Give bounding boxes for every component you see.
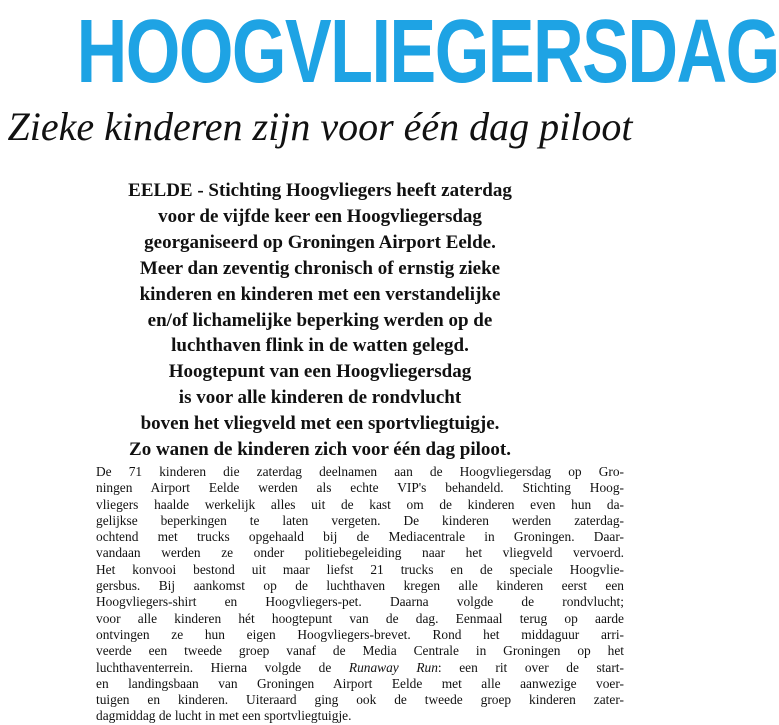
intro-line: kinderen en kinderen met een verstandelijke bbox=[139, 283, 501, 305]
intro-line: boven het vliegveld met een sportvliegtuigje. bbox=[140, 413, 500, 435]
body-line: ningen Airport Eelde werden als echte VIP's behandeld. Stichting Hoog- bbox=[96, 480, 624, 496]
body-line: vandaan werden ze onder politiebegeleiding naar het vliegveld vervoerd. bbox=[96, 545, 624, 561]
italic-phrase: Runaway Run bbox=[348, 659, 438, 675]
body-line: Het konvooi bestond uit maar liefst 21 trucks en de speciale Hoogvlie- bbox=[96, 561, 624, 577]
headline: HOOGVLIEGERSDAG bbox=[76, 2, 779, 102]
intro-line: voor de vijfde keer een Hoogvliegersdag bbox=[158, 205, 482, 227]
body-line: Hoogvliegers-shirt en Hoogvliegers-pet. Daarna volgde de rondvlucht; bbox=[96, 594, 624, 610]
body-line: gelijkse beperkingen te laten vergeten. De kinderen werden zaterdag- bbox=[96, 512, 624, 528]
body-text bbox=[96, 464, 624, 725]
body-line: vliegers haalde werkelijk alles uit de kast om de kinderen even hun da- bbox=[96, 496, 624, 512]
body-line: ochtend met trucks opgehaald bij de Mediacentrale in Groningen. Daar- bbox=[96, 529, 624, 545]
body-line: voor alle kinderen hét hoogtepunt van de dag. Eenmaal terug op aarde bbox=[96, 610, 624, 626]
intro-line: georganiseerd op Groningen Airport Eelde. bbox=[144, 231, 496, 253]
body-line: veerde een tweede groep vanaf de Media Centrale in Groningen op het bbox=[96, 643, 624, 659]
dateline: EELDE - bbox=[128, 180, 204, 201]
body-line: ontvingen ze hun eigen Hoogvliegers-brevet. Rond het middaguur arri- bbox=[96, 626, 624, 642]
body-line: De 71 kinderen die zaterdag deelnamen aan de Hoogvliegersdag op Gro- bbox=[96, 464, 624, 479]
intro-line: EELDE - Stichting Hoogvliegers heeft zaterdag bbox=[128, 180, 512, 201]
intro-paragraph bbox=[60, 178, 580, 463]
subtitle: Zieke kinderen zijn voor één dag piloot bbox=[7, 104, 633, 149]
body-line: en landingsbaan van Groningen Airport Eelde met alle aanwezige voer- bbox=[96, 675, 624, 691]
intro-line: Meer dan zeventig chronisch of ernstig zieke bbox=[139, 257, 501, 279]
intro-line: Hoogtepunt van een Hoogvliegersdag bbox=[168, 361, 472, 383]
intro-line: luchthaven flink in de watten gelegd. bbox=[171, 335, 469, 357]
body-line: tuigen en kinderen. Uiteraard ging ook de tweede groep kinderen zater- bbox=[96, 692, 624, 708]
body-line: dagmiddag de lucht in met een sportvliegtuigje. bbox=[96, 708, 352, 724]
intro-line: en/of lichamelijke beperking werden op de bbox=[147, 309, 493, 331]
intro-line: Zo wanen de kinderen zich voor één dag piloot. bbox=[129, 439, 511, 461]
intro-line: is voor alle kinderen de rondvlucht bbox=[178, 387, 462, 409]
body-line: gersbus. Bij aankomst op de luchthaven kregen alle kinderen eerst een bbox=[96, 578, 624, 594]
body-line: luchthaventerrein. Hierna volgde de Runaway Run: een rit over de start- bbox=[96, 659, 624, 675]
